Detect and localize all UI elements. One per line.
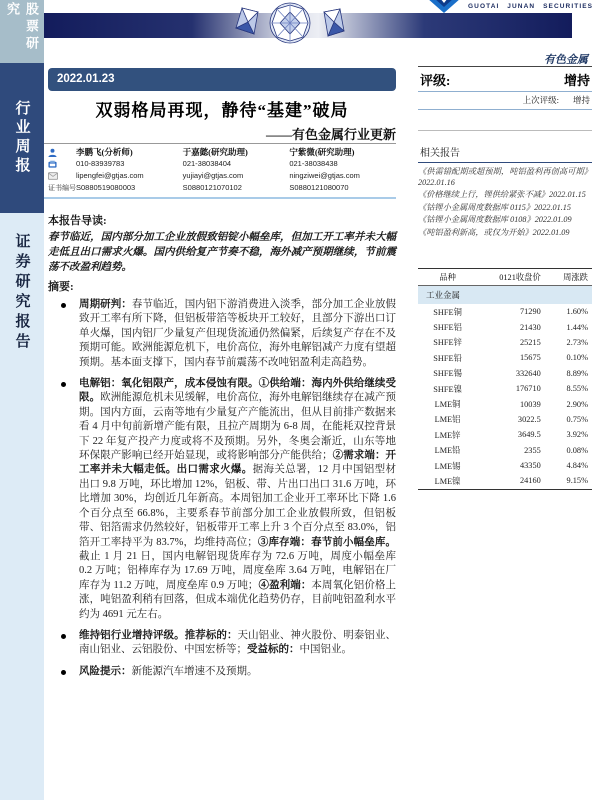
analyst-column — [76, 146, 183, 194]
analyst-column — [289, 146, 396, 194]
price-table-body — [418, 304, 592, 489]
commodity-name: LME锡 — [434, 461, 461, 471]
price-table-column-header: 0121收盘价 — [499, 273, 541, 282]
commodity-name: LME铜 — [434, 400, 461, 410]
analyst-cert-number: S0880121080070 — [289, 183, 349, 192]
related-report-title: 《价格继续上行，锂供给紧张不减》 — [418, 190, 550, 199]
price-table-row — [418, 366, 592, 381]
intro-text: 春节临近，国内部分加工企业放假致铝锭小幅垒库，但加工开工率并未大幅走低且出口需求火爆。国内供给复产节奏不稳，海外减产预期继续，节前震荡不改盈利趋势。 — [48, 232, 396, 273]
related-report-title: 《供需错配期或超预期，吨铝盈利再创高可期》 — [418, 167, 592, 176]
price-table-header — [418, 269, 592, 286]
right-column-divider — [418, 130, 592, 131]
bullet-text-segment: 截止 1 月 21 日，国内电解铝现货库存为 72.6 万吨，周度小幅垒库 0.2 万吨；铝棒库存为 17.69 万吨，周度垒库 3.64 万吨，电解铝在厂库存为 11.2 万吨，周度垒库 0.9 万吨； — [79, 550, 396, 591]
commodity-name: SHFE铜 — [433, 307, 462, 317]
rating-label: 评级: — [420, 73, 451, 88]
brand-name: GUOTAI JUNAN SECURITIES — [468, 3, 594, 10]
previous-rating-value: 增持 — [572, 95, 590, 105]
closing-price: 3022.5 — [517, 414, 541, 424]
price-table-row — [418, 427, 592, 442]
bullet-text-segment: 欧洲能源危机未见缓解，电价高位，海外电解铝继续存在减产预期。国内方面，云南等地有少量复产产能流出，但从目前排产数据来看 4 月中旬前新增产能有限，且拉产周期为 6-8 周，在能耗双控背景下 22 年复产投产力度或将不及预期。另外，冬奥会渐近，山东等地环保限产影响已经开始显现，或将影响部分产能供给； — [79, 392, 397, 462]
price-table-row — [418, 335, 592, 350]
rating-row — [418, 67, 592, 92]
price-table-row — [418, 304, 592, 319]
bullet-text-segment: 电解铝：氧化铝限产，成本侵蚀有限。①供给端：海内外供给继续受限。 — [79, 378, 396, 404]
price-table-column-header: 周涨跌 — [563, 273, 588, 282]
closing-price: 2355 — [524, 445, 541, 455]
closing-price: 43350 — [520, 461, 541, 471]
analyst-phone: 010-83939783 — [76, 159, 125, 168]
price-table-section-label: 工业金属 — [418, 286, 592, 304]
bullet-item — [48, 629, 396, 658]
bullet-text — [79, 629, 396, 658]
gtja-logo-icon — [424, 0, 464, 15]
analysts-block — [44, 143, 396, 197]
price-table-row — [418, 350, 592, 365]
closing-price: 15675 — [520, 353, 541, 363]
sidebar-stock-research — [0, 0, 44, 63]
analyst-email: ningziwei@gtjas.com — [289, 171, 360, 180]
related-report-link[interactable] — [418, 228, 592, 239]
analyst-name: 于嘉懿(研究助理) — [182, 147, 248, 157]
related-report-link[interactable] — [418, 215, 592, 226]
bullet-item — [48, 377, 396, 622]
related-report-title: 《吨铝盈利新高，或仅为开始》 — [418, 227, 533, 237]
price-table-row — [418, 443, 592, 458]
weekly-change: 8.89% — [566, 368, 588, 378]
closing-price: 10039 — [520, 399, 541, 409]
cert-number-label: 证书编号 — [48, 184, 76, 192]
weekly-change: 1.60% — [566, 307, 588, 317]
weekly-change: 4.84% — [566, 461, 588, 471]
related-report-date: 2022.01.16 — [418, 177, 455, 187]
commodity-name: SHFE锌 — [433, 338, 462, 348]
report-title: 双弱格局再现，静待“基建”破局 — [95, 101, 349, 120]
report-date: 2022.01.23 — [48, 68, 396, 91]
analyst-name: 宁紫微(研究助理) — [289, 147, 355, 157]
closing-price: 25215 — [520, 337, 541, 347]
rating-box — [418, 66, 592, 110]
bullet-text-segment: ④盈利端： — [258, 579, 312, 591]
bullet-text-segment: ③库存端：春节前小幅垒库。 — [257, 536, 397, 548]
related-report-date: 2022.01.15 — [534, 202, 571, 212]
related-report-title: 《钴锂小金属周度数据库 0108》 — [418, 215, 535, 224]
commodity-name: LME铅 — [434, 446, 461, 456]
analyst-phone: 021-38038404 — [182, 159, 232, 168]
analyst-email: lipengfei@gtjas.com — [76, 171, 144, 180]
bullet-text — [79, 665, 396, 679]
bullet-text-segment: ②需求端：开工率并未大幅走低。出口需求火爆。 — [79, 450, 397, 476]
bullet-text — [79, 377, 396, 622]
weekly-change: 1.44% — [566, 322, 588, 332]
weekly-change: 0.10% — [566, 353, 588, 363]
bullet-text-segment: 本周氧化铝价格上涨，吨铝盈利稍有回落，但成本端优化趋势仍存，目前吨铝盈利水平约为 4691 元左右。 — [79, 579, 396, 620]
commodity-name: SHFE铅 — [433, 353, 462, 363]
abstract-label: 摘要: — [48, 281, 74, 293]
weekly-change: 0.75% — [566, 414, 588, 424]
bullet-text-segment: 春节临近，国内铝下游消费进入淡季，部分加工企业放假致开工率有所下降，但铝板带箔等板块开工较好，且部分下游出口订单火爆，国内铝厂少量复产但现货流通仍然偏紧，后续复产存在不及预期可能。欧洲能源危机下，电价高位，海外电解铝减产力度有望超预期。基本面支撑下，国内春节前震荡不改吨铝盈利走高趋势。 — [79, 299, 397, 368]
commodity-name: SHFE锡 — [433, 369, 462, 379]
previous-rating-label: 上次评级: — [522, 95, 559, 105]
weekly-change: 2.73% — [566, 337, 588, 347]
bullet-text-segment: 中国铝业。 — [299, 644, 352, 656]
analyst-column — [183, 146, 290, 194]
analysts-icon-column — [44, 146, 76, 194]
abstract-bullets — [48, 298, 396, 679]
closing-price: 3649.5 — [517, 430, 541, 440]
bullet-text-segment: 据海关总署，12 月中国铝型材出口 9.8 万吨，环比增加 12%，铝板、带、片出口出口 31.6 万吨，环比增加 30%，均创近几年新高。本周铝加工企业开工率环比下降 1.6 个百分点至 66.8%，主要系春节前部分加工企业放假所致，但铝板带、铝箔需求仍然较好，铝板带开工率上升 3 个百分点至 83.0%，铝箔开工率持平为 83.7%，均维持高位； — [79, 464, 397, 548]
sidebar-industry-weekly-label: 行业周报 — [13, 100, 30, 176]
price-table-row — [418, 319, 592, 334]
related-reports-block — [418, 143, 592, 240]
closing-price: 21430 — [520, 322, 541, 332]
related-report-date: 2022.01.09 — [532, 227, 570, 237]
bullet-text-segment: 维持铝行业增持评级。推荐标的： — [79, 629, 238, 641]
commodity-name: LME镍 — [434, 476, 461, 486]
related-report-link[interactable] — [418, 167, 592, 188]
intro-label: 本报告导读: — [48, 215, 107, 227]
price-table-column-header: 品种 — [439, 273, 456, 282]
bullet-dot-icon — [61, 303, 66, 308]
email-icon — [48, 170, 76, 182]
report-body — [48, 212, 396, 686]
phone-icon — [48, 158, 76, 170]
analyst-cert-number: S0880519080003 — [76, 183, 136, 192]
weekly-change: 3.92% — [566, 430, 588, 440]
report-subtitle: ——有色金属行业更新 — [265, 127, 396, 142]
weekly-change: 8.55% — [566, 384, 588, 394]
analyst-name: 李鹏飞(分析师) — [76, 147, 133, 157]
sidebar-securities-report — [0, 213, 44, 800]
weekly-change: 2.90% — [566, 399, 588, 409]
bullet-text — [79, 298, 396, 370]
bullet-text-segment: 受益标的： — [247, 644, 300, 656]
related-report-link[interactable] — [418, 190, 592, 201]
related-report-link[interactable] — [418, 203, 592, 214]
closing-price: 24160 — [520, 476, 541, 486]
diamonds-graphic — [228, 0, 352, 47]
related-report-title: 《钴锂小金属周度数据库 0115》 — [418, 202, 535, 212]
commodity-name: SHFE镍 — [433, 384, 462, 394]
price-table-row — [418, 381, 592, 396]
previous-rating-row — [418, 92, 592, 110]
bullet-dot-icon — [61, 382, 66, 387]
related-report-date: 2022.01.15 — [549, 190, 586, 199]
closing-price: 176710 — [515, 384, 541, 394]
rating-value: 增持 — [563, 73, 590, 88]
analysts-divider — [44, 197, 396, 199]
bullet-text-segment: 周期研判： — [79, 299, 132, 310]
analyst-person-icon — [48, 146, 76, 158]
bullet-dot-icon — [61, 670, 66, 675]
bullet-item — [48, 665, 396, 679]
price-table-row — [418, 473, 592, 488]
sidebar-securities-report-label: 证券研究报告 — [13, 233, 30, 353]
bullet-dot-icon — [61, 634, 66, 639]
bullet-text-segment: 天山铝业、神火股份、明泰铝业、南山铝业、云铝股份、中国宏桥等； — [79, 629, 397, 656]
commodity-name: SHFE铝 — [433, 323, 462, 333]
analyst-email: yujiayi@gtjas.com — [182, 171, 244, 180]
price-table-row — [418, 458, 592, 473]
price-table-row — [418, 396, 592, 411]
left-sidebar — [0, 0, 44, 800]
bullet-item — [48, 298, 396, 370]
commodity-name: LME锌 — [434, 430, 461, 440]
price-table-row — [418, 412, 592, 427]
weekly-change: 9.15% — [566, 476, 588, 486]
sidebar-industry-weekly — [0, 63, 44, 213]
bullet-text-segment: 风险提示： — [79, 665, 132, 677]
related-report-date: 2022.01.09 — [534, 215, 572, 224]
closing-price: 332640 — [515, 368, 541, 378]
related-reports-title: 相关报告 — [420, 148, 460, 159]
bullet-text-segment: 新能源汽车增速不及预期。 — [131, 665, 258, 677]
analyst-phone: 021-38038438 — [289, 159, 338, 168]
industry-category-label: 有色金属 — [544, 54, 588, 66]
related-reports-list — [418, 162, 592, 238]
sidebar-stock-research-label: 股票研究 — [5, 2, 39, 53]
price-table — [418, 268, 592, 490]
commodity-name: LME铝 — [434, 415, 461, 425]
analyst-cert-number: S0880121070102 — [182, 183, 242, 192]
weekly-change: 0.08% — [566, 445, 588, 455]
closing-price: 71290 — [520, 307, 541, 317]
